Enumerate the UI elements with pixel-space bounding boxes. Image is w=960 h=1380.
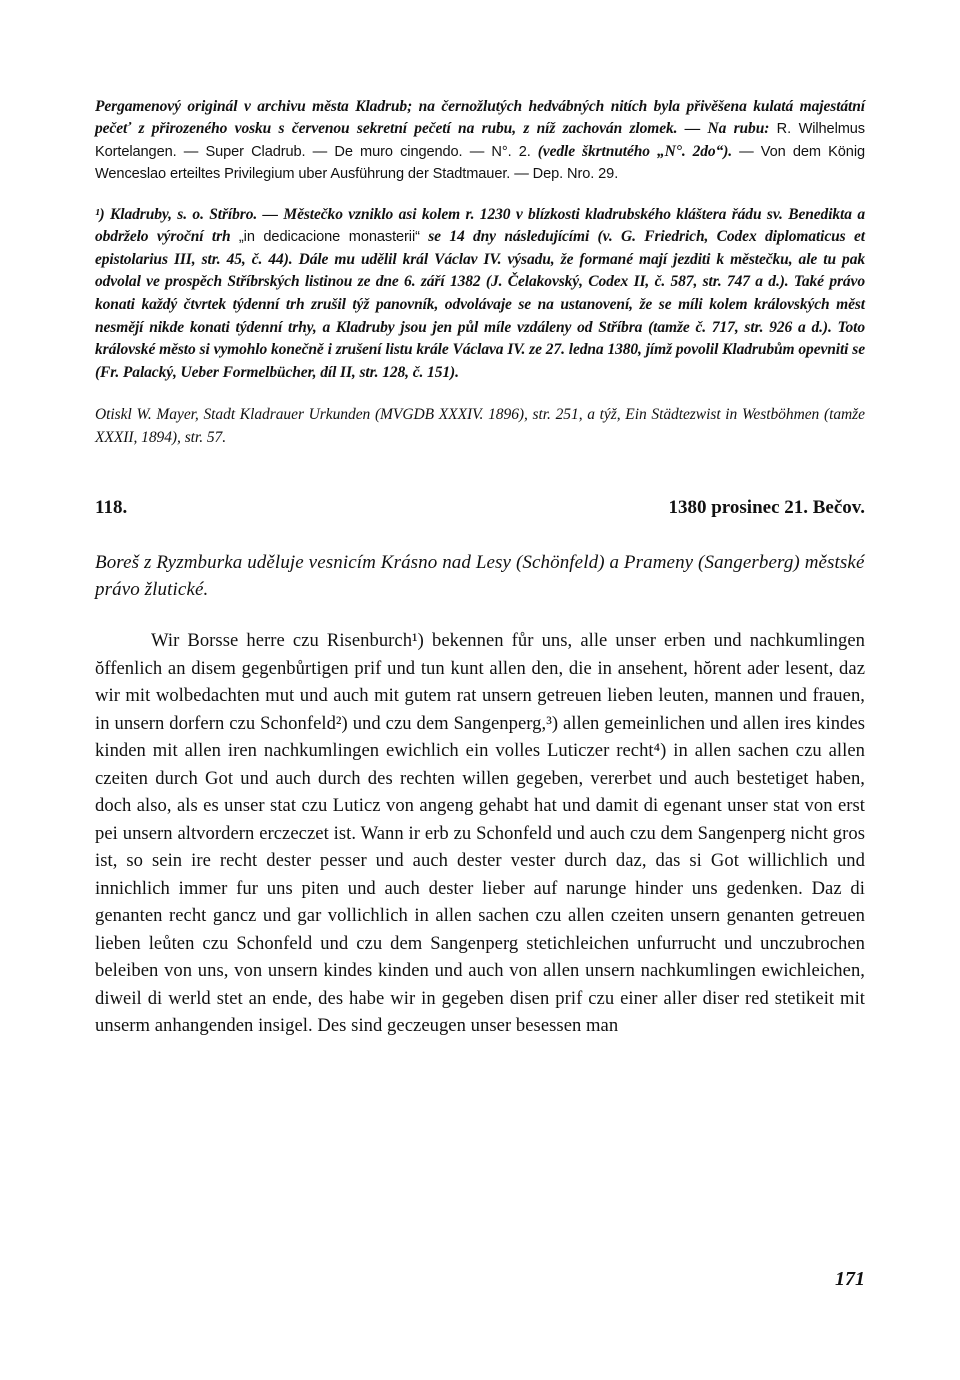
archival-description: [95, 96, 865, 186]
entry-heading: [95, 497, 865, 519]
endorsement-text: R. Wilhelmus Kortelangen. — Super Cladrub. — De muro cingendo. — N°. 2.: [95, 121, 865, 160]
footnote-1: [95, 204, 865, 385]
page-content: [95, 96, 865, 1040]
endorsement-text-german: — Von dem König Wenceslao erteiltes Privilegium uber Ausführung der Stadtmauer. — Dep. Nro. 29.: [95, 143, 865, 183]
source-citation: Otiskl W. Mayer, Stadt Kladrauer Urkunden (MVGDB XXXIV. 1896), str. 251, a týž, Ein Städtezwist in Westböhmen (tamže XXXII, 1894), str. 57.: [95, 406, 865, 446]
charter-text: Wir Borsse herre czu Risenburch¹) bekennen fůr uns, alle unser erben und nachkumlingen ŏffenlich an disem gegenbůrtigen prif und tun kunt allen den, die in ansehent, hŏrent ader lesent, daz wir mit wolbedachten mut und auch mit gutem rat unsern getreuen lieben leuten, mannen und frauen, in unsern dorfern czu Schonfeld²) und czu dem Sangenperg,³) allen gemeinlichen und allen ires kindes kinden mit allen iren nachkumlingen ewichlich ein volles Luticzer recht⁴) in allen sachen czu allen czeiten durch Got und auch durch des rechten willen gegeben, vererbet und auch bestetiget haben, doch also, als es unser stat czu Luticz von angeng gehabt hat und damit di egenant unser stat von erst pei unsern altvordern erczeczet ist. Wann ir erb zu Schonfeld und auch czu dem Sangenperg nicht gros ist, so sein ire recht dester pesser und auch dester vester durch daz, das si Got willichlich und innichlich immer fur uns piten und auch dester lieber auf narunge hinder uns gedenken. Daz di genanten recht gancz und gar vollichlich in allen sachen czu allen czeiten unsern genanten getreuen lieben leůten czu Schonfeld und czu dem Sangenperg stetichleichen unfurrucht und unczubrochen beleiben von uns, von unsern kindes kinden und auch von allen unsern nachkumlingen ewichleichen, diweil di werld stet an ende, des habe wir in gegeben disen prif czu einer aller diser red stetikeit mit unserm anhangenden insigel. Des sind geczeugen unser besessen man: [95, 630, 865, 1037]
entry-regest: Boreš z Ryzmburka uděluje vesnicím Krásno nad Lesy (Schönfeld) a Prameny (Sangerberg) městské právo žlutické.: [95, 552, 865, 601]
footnote-text-a: ¹) Kladruby, s. o. Stříbro. — Městečko vzniklo asi kolem r. 1230 v blízkosti kladrubského kláštera řádu sv. Benedikta a obdrželo výroční trh: [95, 205, 865, 246]
footnote-text-c: se 14 dny následujícími (v. G. Friedrich, Codex diplomaticus et epistolarius III, str. 45, č. 44). Dále mu udělil král Václav IV. výsadu, že formané mají jezditi k městečku, ale tu pak odvolal ve prospěch Stříbrských listinou ze dne 6. září 1382 (J. Čelakovský, Codex II, č. 587, str. 747 a d.). Také právo konati každý čtvrtek týdenní trh zrušil týž panovník, odvolávaje se na ustanovení, že se míli kolem královských měst nesmějí nikde konati týdenní trhy, a Kladruby jsou jen půl míle vzdáleny od Stříbra (tamže č. 717, str. 926 a d.). Toto královské město si vymohlo konečně i zrušení listu krále Václava IV. ze 27. ledna 1380, jímž povolil Kladrubům opevniti se (Fr. Palacký, Ueber Formelbücher, díl II, str. 128, č. 151).: [95, 228, 865, 381]
endorsement-note: (vedle škrtnutého „N°. 2do“).: [537, 142, 733, 160]
entry-number: 118.: [95, 497, 128, 519]
entry-date: 1380 prosinec 21. Bečov.: [668, 497, 865, 519]
description-text: Pergamenový originál v archivu města Kladrub; na černožlutých hedvábných nitích byla přivěšena kulatá majestátní pečeť z přirozeného vosku s červenou sekretní pečetí na rubu, z níž zachován zlomek. — Na rubu:: [95, 98, 865, 138]
footnote-quote: „in dedicacione monasterii“: [238, 229, 420, 246]
page-number: 171: [835, 1268, 865, 1290]
